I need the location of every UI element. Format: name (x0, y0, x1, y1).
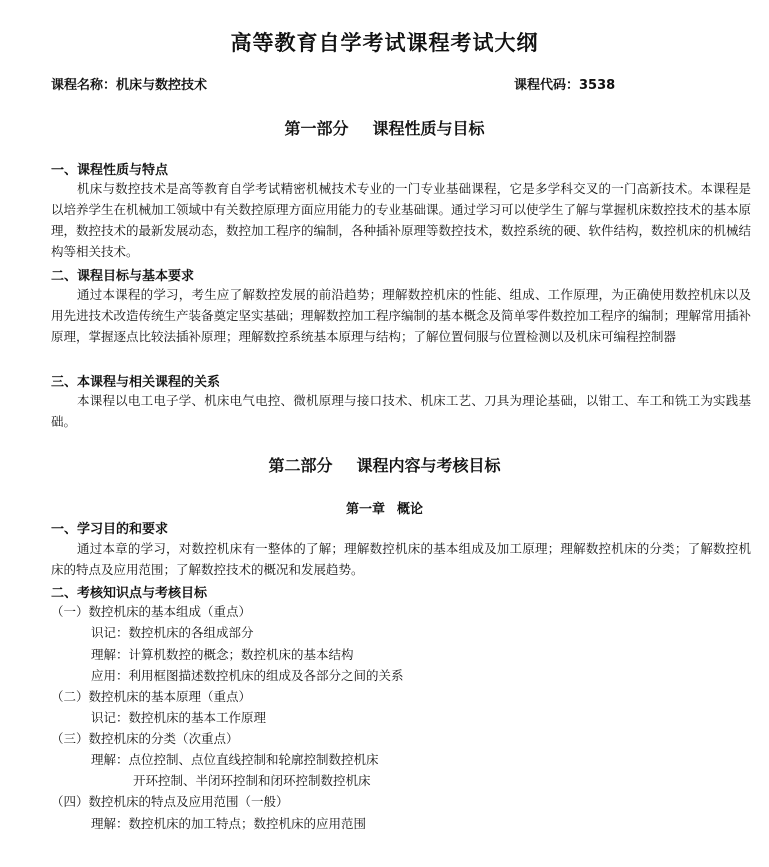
knowledge-item-features-understand: 理解：数控机床的加工特点；数控机床的应用范围 (91, 816, 367, 831)
knowledge-item-composition-understand: 理解：计算机数控的概念；数控机床的基本结构 (91, 647, 354, 662)
section-nature-text: 机床与数控技术是高等教育自学考试精密机械技术专业的一门专业基础课程，它是多学科交叉的一门高新技术。本课程是 以培养学生在机械加工领域中有关数控原理方面应用能力的专业基础课。通过学习可以使学生了解与掌握机床数控技术的基本原理，数控技术的最新发展动态，数控加工程序的编制，各种插补原理等数控技术，数控系统的硬、软件结构，数控机床的机械结构等相关技术。 (51, 181, 752, 259)
knowledge-item-composition-recall: 识记：数控机床的各组成部分 (91, 625, 254, 640)
section-relations-heading: 三、本课程与相关课程的关系 (51, 375, 221, 390)
course-code: 课程代码：3538 (514, 78, 616, 93)
knowledge-item-principle-recall: 识记：数控机床的基本工作原理 (91, 710, 267, 725)
knowledge-item-composition-apply: 应用：利用框图描述数控机床的组成及各部分之间的关系 (91, 668, 404, 683)
chapter-one-heading (0, 498, 769, 517)
section-nature-heading: 一、课程性质与特点 (51, 163, 169, 178)
knowledge-item-features: （四）数控机床的特点及应用范围（一般） (51, 794, 289, 809)
chapter-one-goals-heading: 一、学习目的和要求 (51, 522, 169, 537)
section-goals-text: 通过本课程的学习，考生应了解数控发展的前沿趋势；理解数控机床的性能、组成、工作原理，为正确使用数控机床以及用先进技术改造传统生产装备奠定坚实基础；理解数控加工程序编制的基本概念及简单零件数控加工程序的编制；理解常用插补原理，掌握逐点比较法插补原理；理解数控系统基本原理与结构；了解位置伺服与位置检测以及机床可编程控制器 (51, 287, 752, 344)
part-two-heading (0, 453, 769, 476)
part-one-title: 课程性质与目标 (372, 119, 485, 138)
knowledge-item-classification: （三）数控机床的分类（次重点） (51, 731, 239, 746)
knowledge-item-principle: （二）数控机床的基本原理（重点） (51, 689, 252, 704)
chapter-one-title: 概论 (397, 502, 424, 517)
knowledge-item-classification-understand-cont: 开环控制、半闭环控制和闭环控制数控机床 (133, 773, 371, 788)
part-one-heading (0, 116, 769, 139)
part-two-label: 第二部分 (268, 456, 333, 475)
course-name: 课程名称：机床与数控技术 (51, 78, 208, 93)
chapter-one-label: 第一章 (345, 502, 385, 517)
section-goals-heading: 二、课程目标与基本要求 (51, 269, 195, 284)
chapter-one-knowledge-heading: 二、考核知识点与考核目标 (51, 586, 208, 601)
part-one-label: 第一部分 (284, 119, 349, 138)
part-two-title: 课程内容与考核目标 (356, 456, 501, 475)
section-relations-text: 本课程以电工电子学、机床电气电控、微机原理与接口技术、机床工艺、刀具为理论基础，以钳工、车工和铣工为实践基础。 (51, 393, 751, 429)
document-title: 高等教育自学考试课程考试大纲 (230, 30, 539, 55)
chapter-one-goals-text: 通过本章的学习，对数控机床有一整体的了解；理解数控机床的基本组成及加工原理；理解数控机床的分类；了解数控机床的特点及应用范围；了解数控技术的概况和发展趋势。 (51, 541, 751, 577)
knowledge-item-composition: （一）数控机床的基本组成（重点） (51, 604, 252, 619)
knowledge-item-classification-understand: 理解：点位控制、点位直线控制和轮廓控制数控机床 (91, 752, 379, 767)
